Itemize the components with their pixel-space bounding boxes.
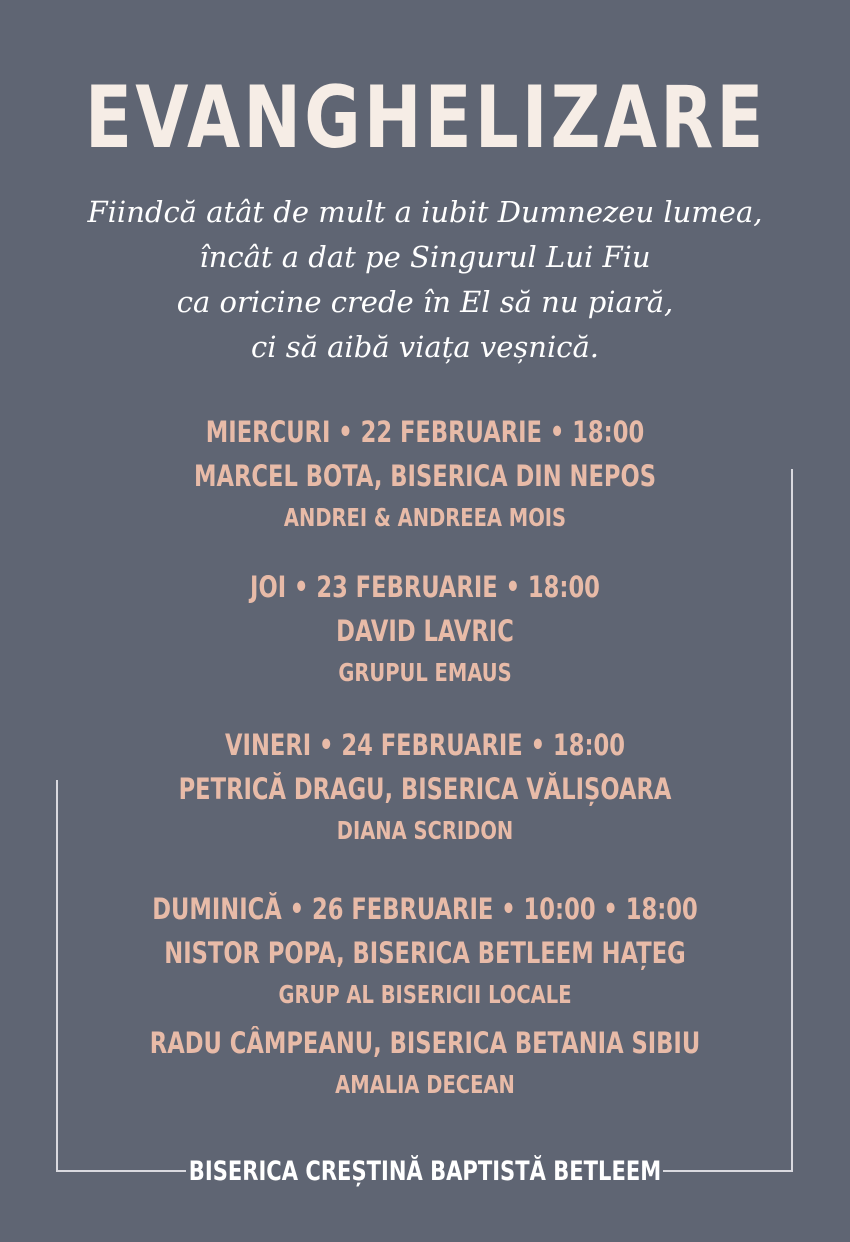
event-performer: ANDREI & ANDREEA MOIS	[283, 503, 567, 532]
event-performer: GRUP AL BISERICII LOCALE	[278, 980, 572, 1009]
event-block-friday	[0, 723, 850, 851]
event-header: VINERI • 24 FEBRUARIE • 18:00	[225, 728, 625, 762]
event-speaker: PETRICĂ DRAGU, BISERICA VĂLIȘOARA	[178, 772, 672, 806]
bible-verse	[0, 190, 850, 370]
verse-line: încât a dat pe Singurul Lui Fiu	[199, 240, 651, 274]
verse-line: ca oricine crede în El să nu piară,	[176, 285, 674, 319]
page-title: EVANGHELIZARE	[85, 68, 767, 168]
event-performer: GRUPUL EMAUS	[338, 658, 512, 687]
church-name-footer: BISERICA CREȘTINĂ BAPTISTĂ BETLEEM	[188, 1156, 662, 1187]
event-performer-second: AMALIA DECEAN	[335, 1070, 515, 1099]
event-header: DUMINICĂ • 26 FEBRUARIE • 10:00 • 18:00	[152, 892, 698, 926]
event-speaker: MARCEL BOTA, BISERICA DIN NEPOS	[193, 459, 657, 493]
event-header: MIERCURI • 22 FEBRUARIE • 18:00	[205, 415, 645, 449]
event-performer: DIANA SCRIDON	[336, 816, 514, 845]
event-header: JOI • 23 FEBRUARIE • 18:00	[250, 570, 600, 604]
event-speaker: NISTOR POPA, BISERICA BETLEEM HAȚEG	[164, 936, 686, 970]
event-block-thursday	[0, 565, 850, 693]
event-speaker: DAVID LAVRIC	[336, 614, 514, 648]
verse-line: ci să aibă viața veșnică.	[251, 330, 599, 364]
event-block-sunday	[0, 887, 850, 1105]
event-block-wednesday	[0, 410, 850, 538]
verse-line: Fiindcă atât de mult a iubit Dumnezeu lumea,	[87, 195, 763, 229]
event-speaker-second: RADU CÂMPEANU, BISERICA BETANIA SIBIU	[149, 1026, 701, 1060]
